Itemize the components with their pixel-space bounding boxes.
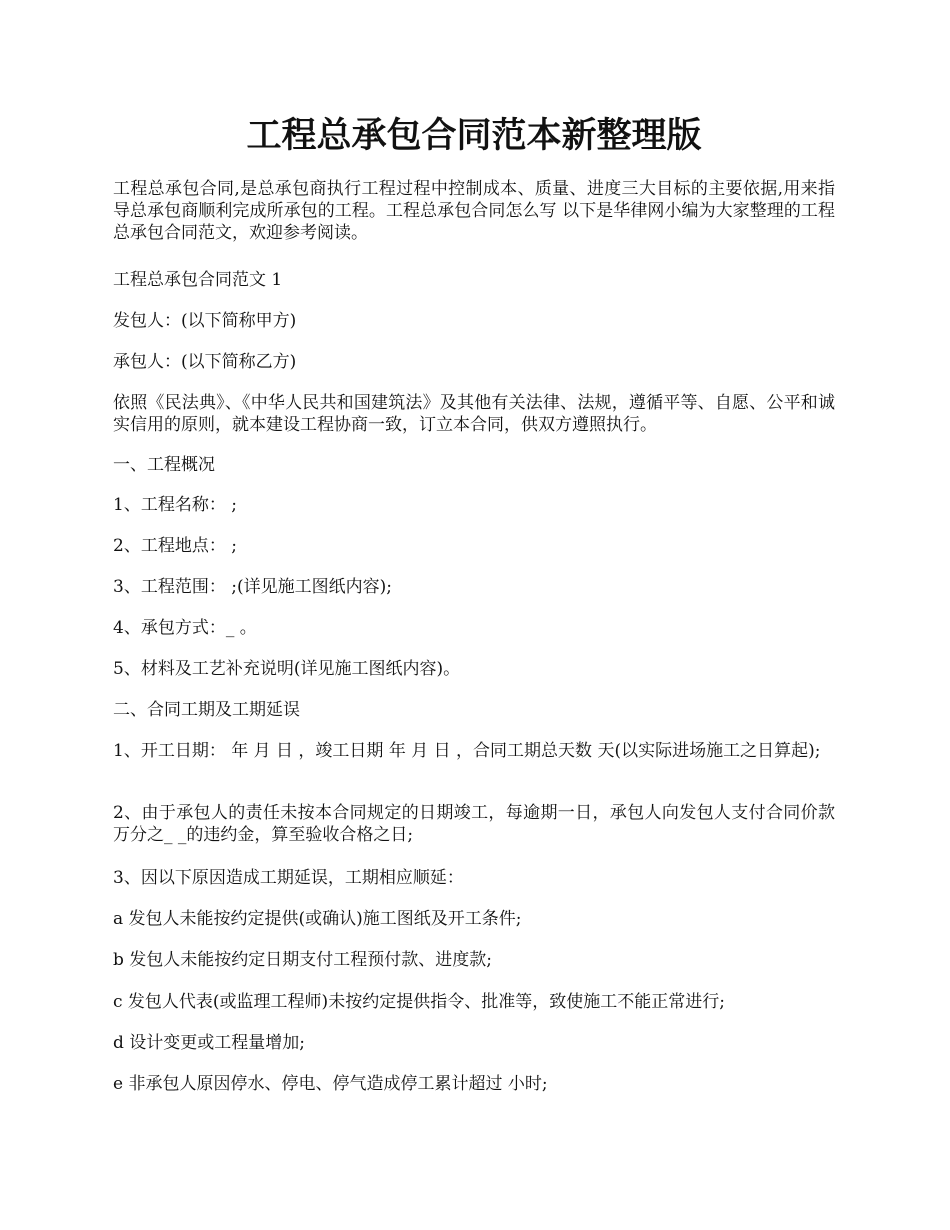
preamble-paragraph: 依照《民法典》、《中华人民共和国建筑法》及其他有关法律、法规，遵循平等、自愿、公平和诚实信用的原则，就本建设工程协商一致，订立本合同，供双方遵照执行。 xyxy=(113,393,835,435)
clause-contract-mode: 4、承包方式：_ 。 xyxy=(113,618,257,638)
clause-project-scope: 3、工程范围： ;(详见施工图纸内容); xyxy=(113,577,392,597)
clause-materials: 5、材料及工艺补充说明(详见施工图纸内容)。 xyxy=(113,659,461,679)
clause-project-name: 1、工程名称： ; xyxy=(113,495,237,515)
clause-start-date: 1、开工日期： 年 月 日 ，竣工日期 年 月 日 ，合同工期总天数 天(以实际进场施工之日算起); xyxy=(113,741,821,761)
reason-d: d 设计变更或工程量增加; xyxy=(113,1033,306,1053)
document-title: 工程总承包合同范本新整理版 xyxy=(246,115,702,156)
party-b-line: 承包人：(以下简称乙方) xyxy=(113,352,297,372)
clause-delay-reasons: 3、因以下原因造成工期延误，工期相应顺延： xyxy=(113,868,464,888)
reason-a: a 发包人未能按约定提供(或确认)施工图纸及开工条件; xyxy=(113,909,522,929)
reason-b: b 发包人未能按约定日期支付工程预付款、进度款; xyxy=(113,950,493,970)
section-heading-schedule: 二、合同工期及工期延误 xyxy=(113,700,300,720)
intro-paragraph: 工程总承包合同,是总承包商执行工程过程中控制成本、质量、进度三大目标的主要依据,用来指导总承包商顺利完成所承包的工程。工程总承包合同怎么写 以下是华律网小编为大家整理的工程总承包合同范文，欢迎参考阅读。 xyxy=(113,179,835,243)
reason-e: e 非承包人原因停水、停电、停气造成停工累计超过 小时; xyxy=(113,1074,548,1094)
clause-delay-penalty: 2、由于承包人的责任未按本合同规定的日期竣工，每逾期一日，承包人向发包人支付合同价款万分之_ _的违约金，算至验收合格之日; xyxy=(113,803,835,845)
section-heading-overview: 一、工程概况 xyxy=(113,455,215,475)
sample-heading: 工程总承包合同范文 1 xyxy=(113,270,283,290)
clause-project-location: 2、工程地点： ; xyxy=(113,536,237,556)
reason-c: c 发包人代表(或监理工程师)未按约定提供指令、批准等，致使施工不能正常进行; xyxy=(113,992,725,1012)
party-a-line: 发包人：(以下简称甲方) xyxy=(113,311,297,331)
